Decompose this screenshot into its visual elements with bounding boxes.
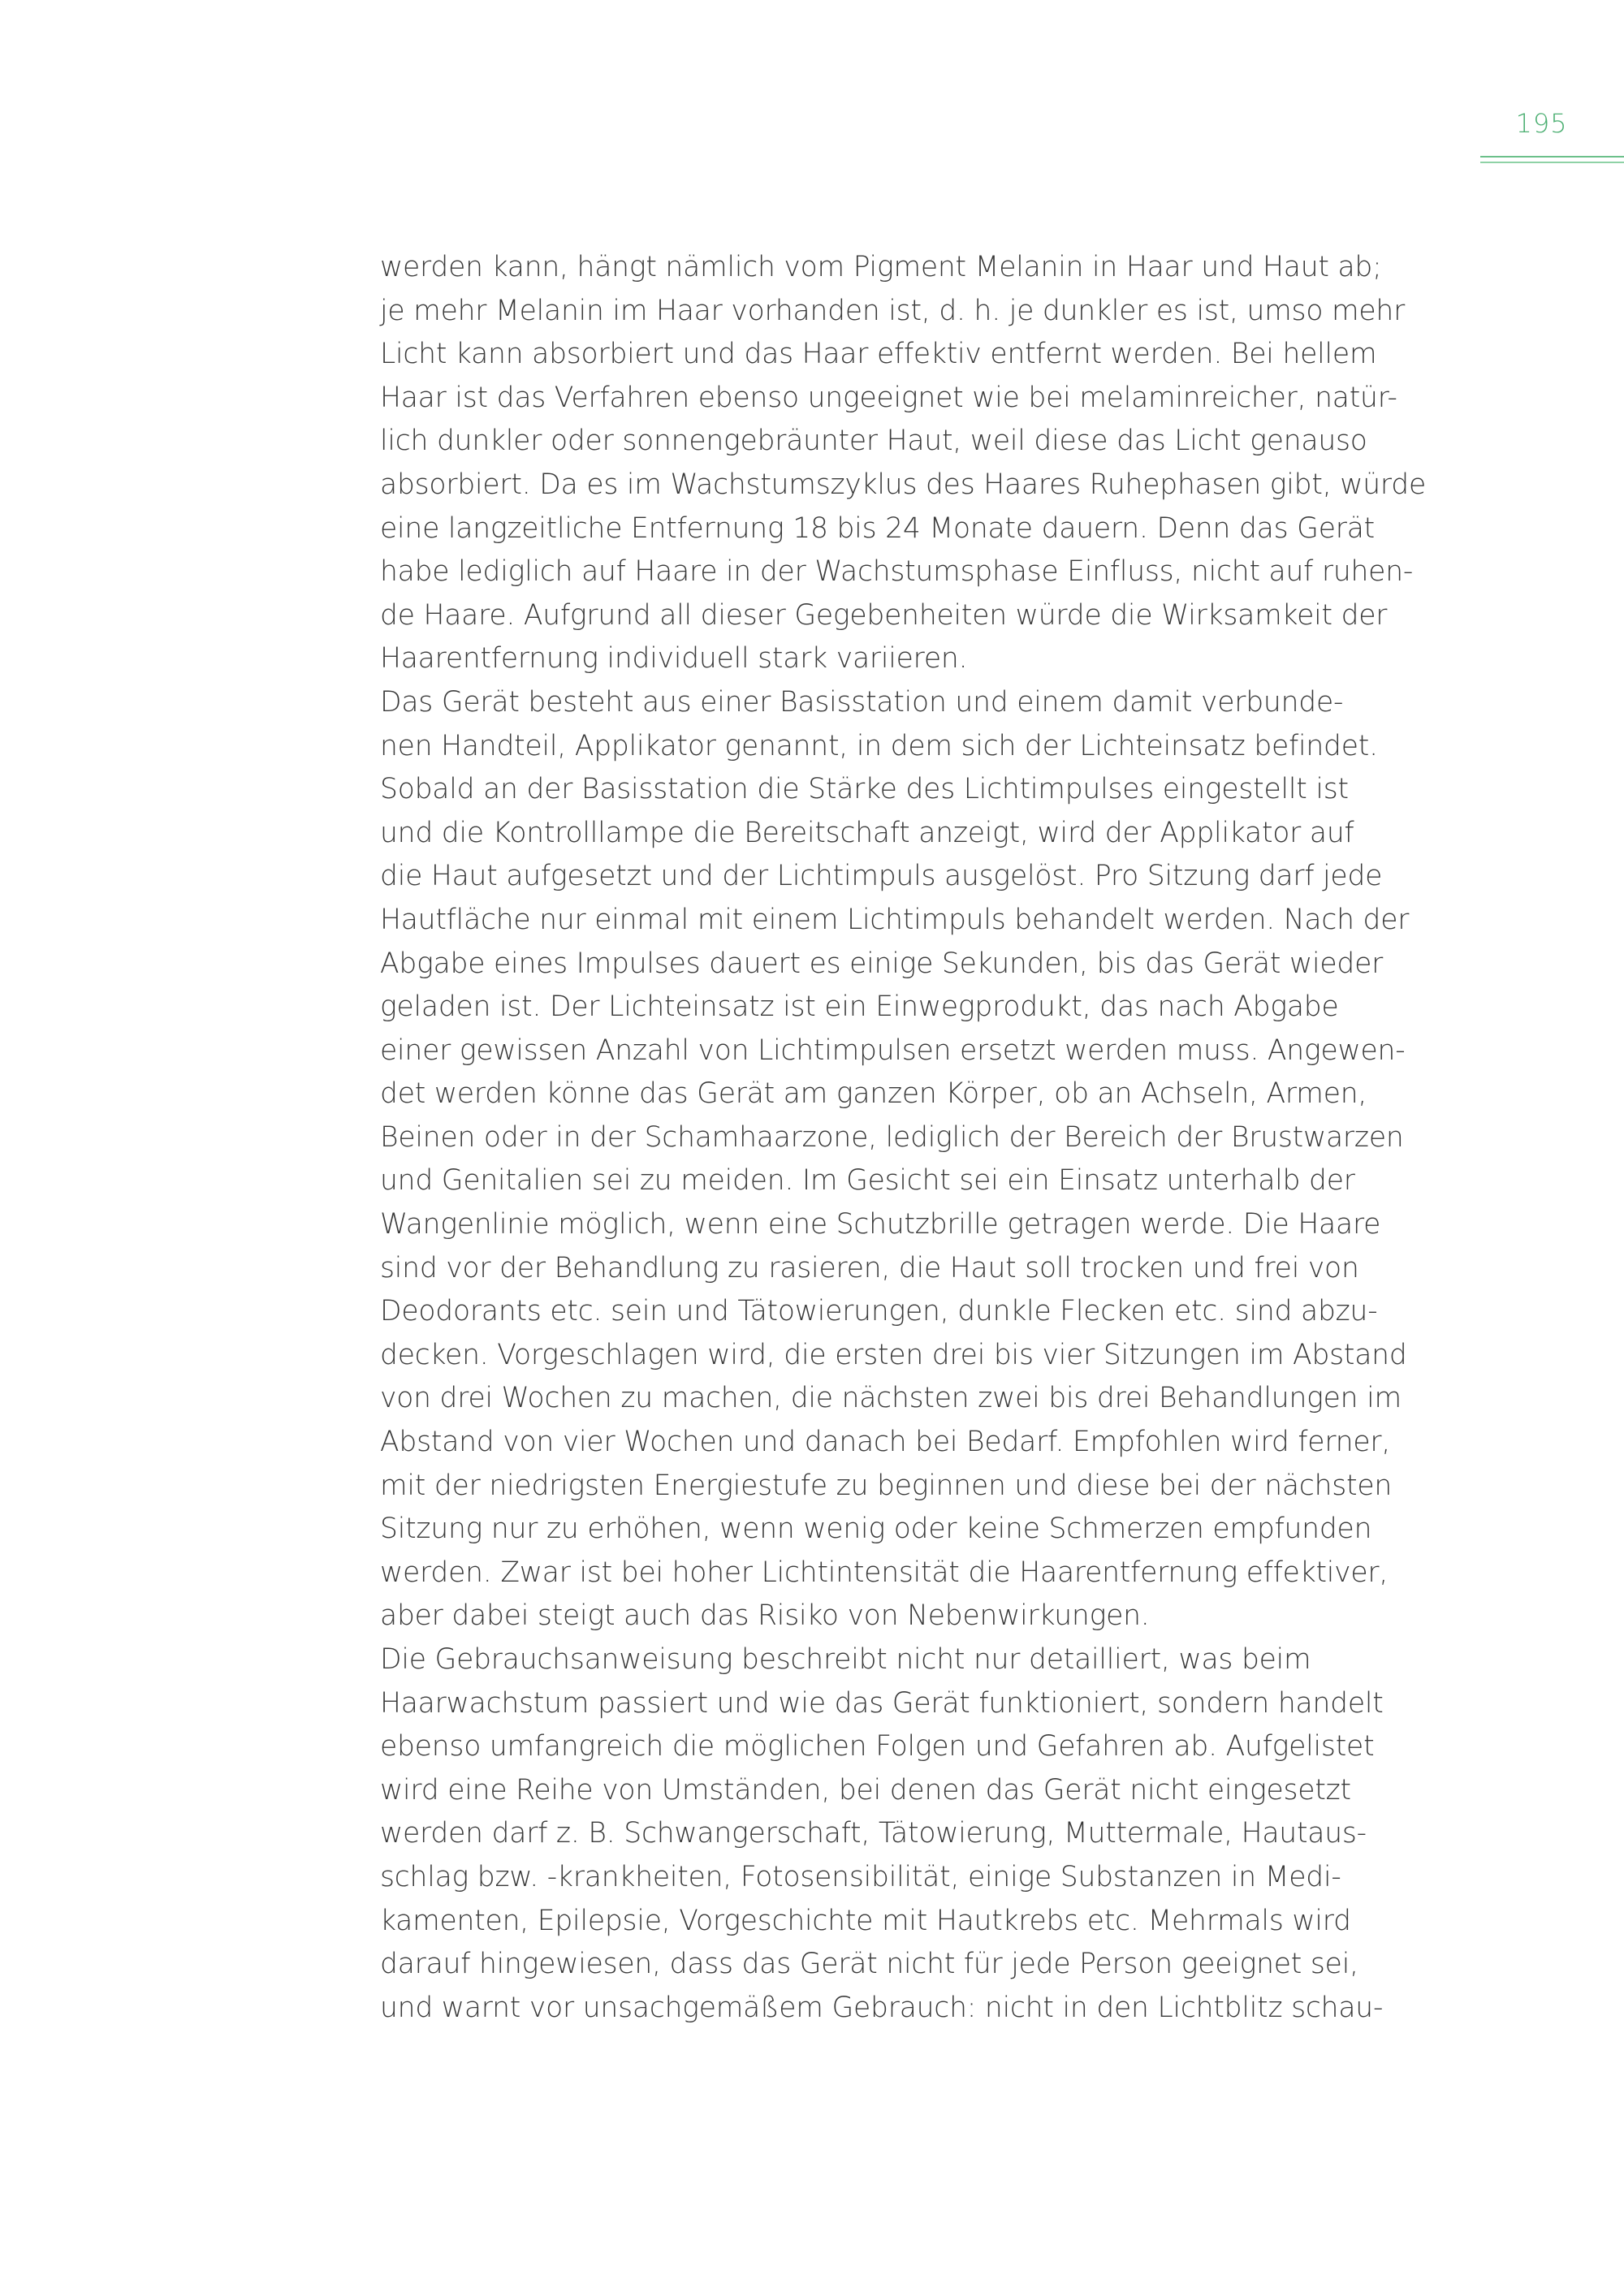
- text-line: Sobald an der Basisstation die Stärke des Lichtimpulses eingestellt ist: [380, 773, 1349, 806]
- header-rule-bottom: [1480, 162, 1624, 163]
- text-line: ebenso umfangreich die möglichen Folgen und Gefahren ab. Aufgelistet: [380, 1730, 1375, 1763]
- text-line: Haarwachstum passiert und wie das Gerät funktioniert, sondern handelt: [380, 1686, 1384, 1720]
- text-line: decken. Vorgeschlagen wird, die ersten drei bis vier Sitzungen im Abstand: [380, 1338, 1407, 1371]
- text-line: Haarentfernung individuell stark variieren.: [380, 642, 968, 676]
- text-line: von drei Wochen zu machen, die nächsten zwei bis drei Behandlungen im: [380, 1382, 1402, 1415]
- text-line: Sitzung nur zu erhöhen, wenn wenig oder keine Schmerzen empfunden: [380, 1513, 1372, 1546]
- text-line: aber dabei steigt auch das Risiko von Nebenwirkungen.: [380, 1599, 1150, 1633]
- text-line: Hautfläche nur einmal mit einem Lichtimpuls behandelt werden. Nach der: [380, 903, 1410, 936]
- text-line: und Genitalien sei zu meiden. Im Gesicht sei ein Einsatz unterhalb der: [380, 1164, 1355, 1198]
- text-line: wird eine Reihe von Umständen, bei denen das Gerät nicht eingesetzt: [380, 1773, 1351, 1806]
- text-line: werden kann, hängt nämlich vom Pigment Melanin in Haar und Haut ab;: [380, 251, 1382, 283]
- text-line: Das Gerät besteht aus einer Basisstation und einem damit verbunde-: [380, 685, 1344, 719]
- page-number: 195: [1515, 108, 1568, 139]
- text-line: Abgabe eines Impulses dauert es einige Sekunden, bis das Gerät wieder: [380, 947, 1384, 980]
- text-line: und die Kontrolllampe die Bereitschaft anzeigt, wird der Applikator auf: [380, 816, 1354, 849]
- text-line: Beinen oder in der Schamhaarzone, lediglich der Bereich der Brustwarzen: [380, 1120, 1404, 1154]
- text-line: einer gewissen Anzahl von Lichtimpulsen ersetzt werden muss. Angewen-: [380, 1034, 1406, 1067]
- text-line: Deodorants etc. sein und Tätowierungen, dunkle Flecken etc. sind abzu-: [380, 1295, 1378, 1328]
- text-line: geladen ist. Der Lichteinsatz ist ein Einwegprodukt, das nach Abgabe: [380, 991, 1339, 1024]
- text-line: je mehr Melanin im Haar vorhanden ist, d. h. je dunkler es ist, umso mehr: [380, 294, 1406, 327]
- text-line: absorbiert. Da es im Wachstumszyklus des Haares Ruhephasen gibt, würde: [380, 468, 1427, 501]
- text-line: eine langzeitliche Entfernung 18 bis 24 Monate dauern. Denn das Gerät: [380, 511, 1375, 545]
- text-line: Licht kann absorbiert und das Haar effektiv entfernt werden. Bei hellem: [380, 338, 1377, 371]
- text-line: die Haut aufgesetzt und der Lichtimpuls ausgelöst. Pro Sitzung darf jede: [380, 860, 1383, 893]
- text-line: werden darf z. B. Schwangerschaft, Tätowierung, Muttermale, Hautaus-: [380, 1817, 1367, 1850]
- header-rule-top: [1480, 156, 1624, 158]
- text-line: Haar ist das Verfahren ebenso ungeeignet wie bei melaminreicher, natür-: [380, 381, 1397, 414]
- text-line: lich dunkler oder sonnengebräunter Haut, weil diese das Licht genauso: [380, 425, 1367, 458]
- text-line: Abstand von vier Wochen und danach bei Bedarf. Empfohlen wird ferner,: [380, 1426, 1391, 1459]
- text-line: darauf hingewiesen, dass das Gerät nicht für jede Person geeignet sei,: [380, 1948, 1358, 1981]
- text-line: werden. Zwar ist bei hoher Lichtintensität die Haarentfernung effektiver,: [380, 1556, 1389, 1589]
- text-line: det werden könne das Gerät am ganzen Körper, ob an Achseln, Armen,: [380, 1077, 1367, 1111]
- text-line: Wangenlinie möglich, wenn eine Schutzbrille getragen werde. Die Haare: [380, 1208, 1381, 1241]
- body-text: [380, 246, 1460, 2030]
- text-line: kamenten, Epilepsie, Vorgeschichte mit Hautkrebs etc. Mehrmals wird: [380, 1904, 1351, 1937]
- text-line: mit der niedrigsten Energiestufe zu beginnen und diese bei der nächsten: [380, 1469, 1393, 1502]
- text-line: sind vor der Behandlung zu rasieren, die Haut soll trocken und frei von: [380, 1251, 1359, 1284]
- text-line: Die Gebrauchsanweisung beschreibt nicht nur detailliert, was beim: [380, 1643, 1311, 1676]
- text-line: nen Handteil, Applikator genannt, in dem sich der Lichteinsatz befindet.: [380, 729, 1378, 762]
- text-line: de Haare. Aufgrund all dieser Gegebenheiten würde die Wirksamkeit der: [380, 598, 1388, 632]
- text-line: schlag bzw. -krankheiten, Fotosensibilität, einige Substanzen in Medi-: [380, 1860, 1341, 1893]
- text-line: habe lediglich auf Haare in der Wachstumsphase Einfluss, nicht auf ruhen-: [380, 555, 1414, 589]
- text-line: und warnt vor unsachgemäßem Gebrauch: nicht in den Lichtblitz schau-: [380, 1991, 1384, 2024]
